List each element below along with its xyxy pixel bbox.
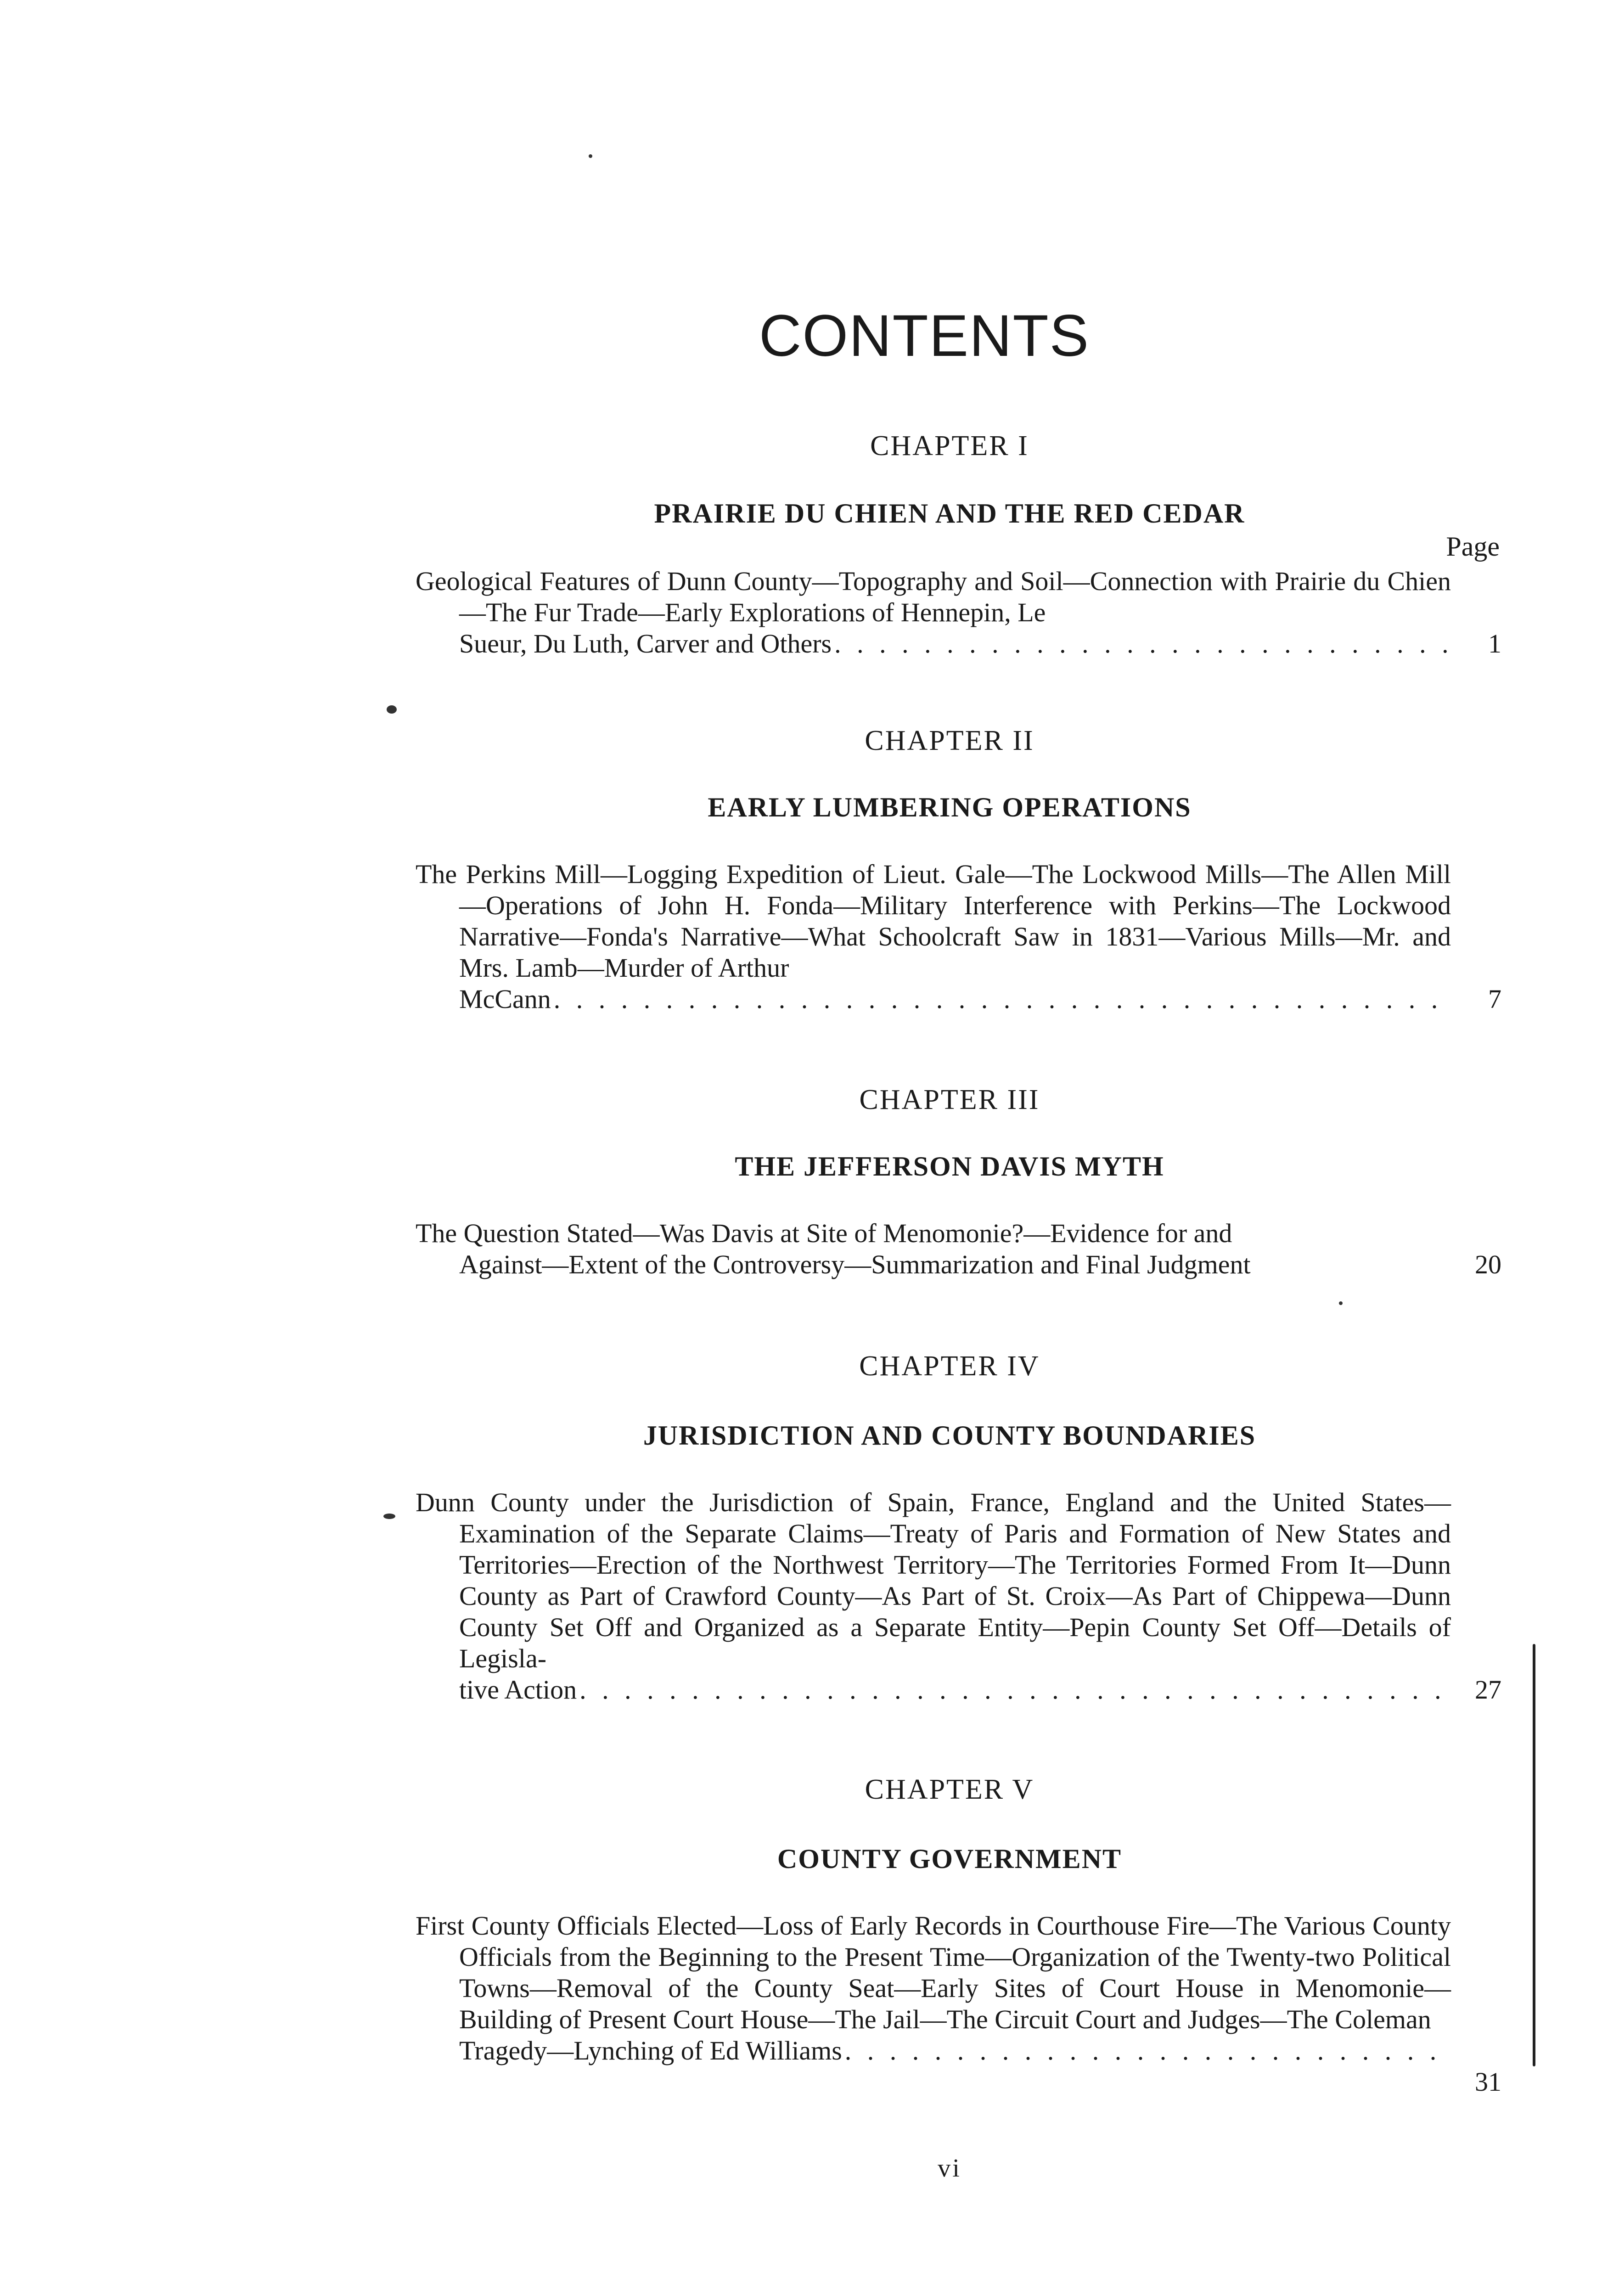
- chapter-1-title: PRAIRIE DU CHIEN AND THE RED CEDAR: [654, 498, 1245, 529]
- scan-speck: [383, 1514, 395, 1519]
- chapter-3-last-line: [459, 1249, 1451, 1280]
- chapter-1-summary-end: Sueur, Du Luth, Carver and Others: [459, 629, 832, 658]
- chapter-1-page: 1: [1488, 629, 1501, 658]
- chapter-4-last-line: [459, 1674, 1451, 1705]
- chapter-5-number: CHAPTER V: [865, 1774, 1034, 1805]
- leader-dots: [845, 2035, 1451, 2066]
- chapter-5-summary-end: Tragedy—Lynching of Ed Williams: [459, 2036, 842, 2065]
- chapter-3-summary-end: Against—Extent of the Controversy—Summarization and Final Judgment: [459, 1249, 1251, 1279]
- chapter-4-summary-end: tive Action: [459, 1675, 577, 1705]
- chapter-5-summary: First County Officials Elected—Loss of Early Records in Courthouse Fire—The Various County Officials from the Beginning to the Present Time—Organization of the Twenty-two Political Towns—Removal of the County Seat—Early Sites of Court House in Menomonie—Building of Present Court House—The Jail—The Circuit Court and Judges—The Coleman: [416, 1911, 1451, 2034]
- chapter-5-title: COUNTY GOVERNMENT: [777, 1844, 1122, 1874]
- chapter-2-entry: [416, 859, 1451, 1015]
- chapter-5-entry: [416, 1910, 1451, 2066]
- chapter-5-last-line: [459, 2035, 1451, 2066]
- chapter-2-page: 7: [1488, 984, 1501, 1014]
- scan-margin-line: [1533, 1644, 1535, 2066]
- chapter-3-number: CHAPTER III: [859, 1084, 1040, 1115]
- chapter-2-summary: The Perkins Mill—Logging Expedition of Lieut. Gale—The Lockwood Mills—The Allen Mill—Operations of John H. Fonda—Military Interference with Perkins—The Lockwood Narrative—Fonda's Narrative—What Schoolcraft Saw in 1831—Various Mills—Mr. and Mrs. Lamb—Murder of Arthur: [416, 859, 1451, 983]
- chapter-5-page: 31: [1475, 2067, 1501, 2097]
- chapter-4-page: 27: [1475, 1675, 1501, 1705]
- chapter-1-number: CHAPTER I: [870, 430, 1029, 461]
- scan-speck: [589, 154, 592, 158]
- page-column-label: Page: [1446, 531, 1500, 562]
- chapter-2-summary-end: McCann: [459, 984, 551, 1014]
- leader-dots: [834, 628, 1451, 659]
- leader-dots: [554, 984, 1451, 1015]
- chapter-3-page: 20: [1475, 1249, 1501, 1279]
- chapter-1-summary: Geological Features of Dunn County—Topography and Soil—Connection with Prairie du Chien—The Fur Trade—Early Explorations of Hennepin, Le: [416, 566, 1451, 627]
- chapter-4-number: CHAPTER IV: [859, 1351, 1040, 1382]
- chapter-1-entry: [416, 566, 1451, 659]
- scan-speck: [387, 705, 397, 714]
- chapter-3-title: THE JEFFERSON DAVIS MYTH: [735, 1151, 1164, 1182]
- chapter-2-number: CHAPTER II: [865, 725, 1034, 756]
- chapter-1-last-line: [459, 628, 1451, 659]
- chapter-3-summary: The Question Stated—Was Davis at Site of Menomonie?—Evidence for and: [416, 1218, 1232, 1248]
- leader-dots: [579, 1674, 1451, 1705]
- chapter-2-last-line: [459, 984, 1451, 1015]
- chapter-2-title: EARLY LUMBERING OPERATIONS: [708, 792, 1192, 822]
- chapter-3-entry: [416, 1218, 1451, 1280]
- chapter-4-title: JURISDICTION AND COUNTY BOUNDARIES: [643, 1420, 1256, 1451]
- chapter-4-summary: Dunn County under the Jurisdiction of Spain, France, England and the United States—Examination of the Separate Claims—Treaty of Paris and Formation of New States and Territories—Erection of the Northwest Territory—The Territories Formed From It—Dunn County as Part of Crawford County—As Part of St. Croix—As Part of Chippewa—Dunn County Set Off and Organized as a Separate Entity—Pepin County Set Off—Details of Legisla-: [416, 1487, 1451, 1673]
- chapter-4-entry: [416, 1487, 1451, 1705]
- page-folio: vi: [938, 2154, 961, 2183]
- page-title: CONTENTS: [759, 303, 1090, 369]
- scan-speck: [1339, 1301, 1343, 1305]
